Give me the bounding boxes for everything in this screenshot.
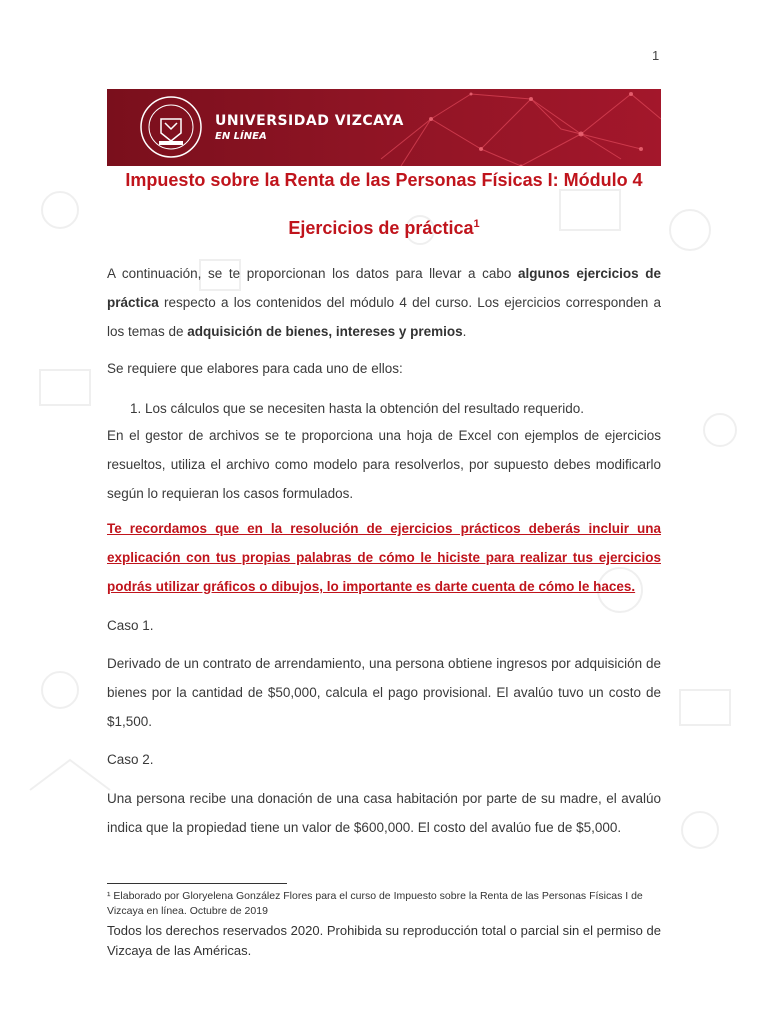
- university-seal-icon: [139, 95, 203, 159]
- banner-mesh-decoration: [361, 89, 661, 166]
- intro-paragraph: [107, 259, 661, 346]
- page-number: 1: [652, 48, 660, 63]
- warning-paragraph: Te recordamos que en la resolución de ejercicios prácticos deberás incluir una explicación con tus propias palabras de cómo le hiciste para realizar tus ejercicios podrás utilizar gráficos o dibujos, lo importante es darte cuenta de cómo le haces.: [107, 521, 661, 594]
- copyright-notice: Todos los derechos reservados 2020. Prohibida su reproducción total o parcial sin el permiso de Vizcaya de las Américas.: [107, 923, 661, 958]
- intro-bold2: adquisición de bienes, intereses y premios: [187, 324, 463, 339]
- requirement-paragraph: Se requiere que elabores para cada uno de ellos:: [107, 361, 403, 376]
- document-title: Impuesto sobre la Renta de las Personas Físicas I: Módulo 4: [125, 170, 643, 190]
- brand-name: UNIVERSIDAD VIZCAYA: [215, 113, 404, 129]
- intro-part1: A continuación, se te proporcionan los datos para llevar a cabo: [107, 266, 518, 281]
- intro-part3: .: [462, 324, 467, 339]
- case2-text: Una persona recibe una donación de una casa habitación por parte de su madre, el avalúo indica que la propiedad tiene un valor de $600,000. El costo del avalúo fue de $5,000.: [107, 791, 661, 835]
- case2-label: Caso 2.: [107, 752, 154, 767]
- intro-part2: respecto a los contenidos del módulo 4 del curso. Los ejercicios corresponden a los temas de: [107, 295, 661, 339]
- subtitle-text: Ejercicios de práctica: [288, 218, 474, 238]
- brand-subtitle: EN LÍNEA: [215, 131, 267, 142]
- intro-bold1: algunos ejercicios de práctica: [107, 266, 661, 310]
- case1-label: Caso 1.: [107, 618, 154, 633]
- footnote-mark: 1: [473, 218, 480, 230]
- footnote-divider: [107, 883, 287, 884]
- document-subtitle: [0, 218, 768, 239]
- case1-text: Derivado de un contrato de arrendamiento, una persona obtiene ingresos por adquisición de bienes por la cantidad de $50,000, calcula el pago provisional. El avalúo tuvo un costo de $1,500.: [107, 656, 661, 729]
- instructions-paragraph: En el gestor de archivos se te proporciona una hoja de Excel con ejemplos de ejercicios resueltos, utiliza el archivo como modelo para resolverlos, por supuesto debes modificarlo según lo requieran los casos formulados.: [107, 428, 661, 501]
- list-item: 1. Los cálculos que se necesiten hasta la obtención del resultado requerido.: [130, 401, 585, 416]
- footnote: ¹ Elaborado por Gloryelena González Flores para el curso de Impuesto sobre la Renta de las Personas Físicas I de Vizcaya en línea. Octubre de 2019: [107, 890, 643, 917]
- header-banner: [107, 89, 661, 166]
